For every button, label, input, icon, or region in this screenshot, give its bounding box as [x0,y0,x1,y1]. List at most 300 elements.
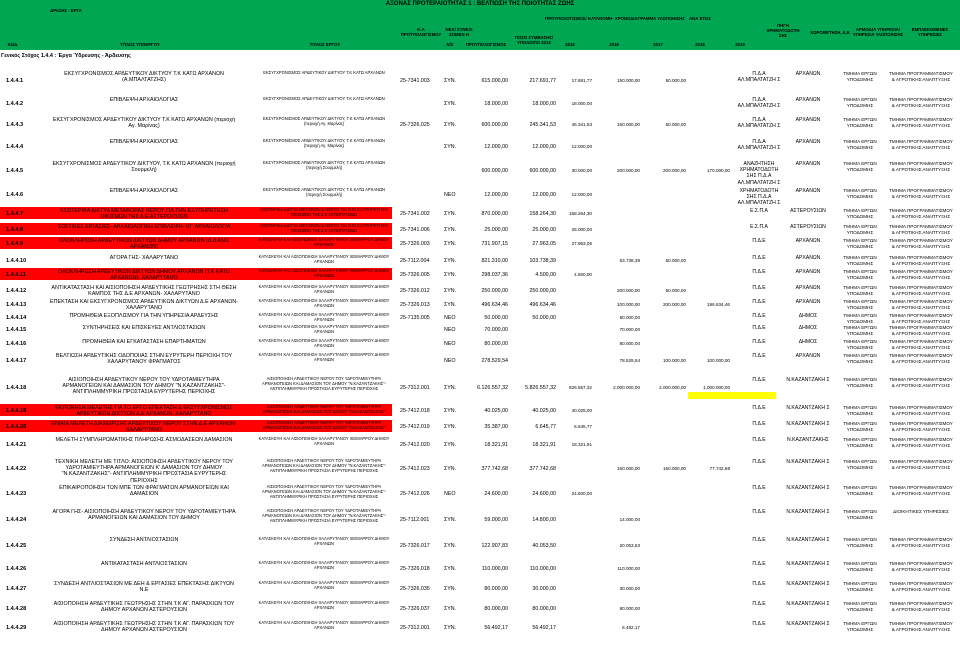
header-location: ΧΩΡΟΘΕΤΗΣΗ, Δ.Ε [810,30,850,35]
row-contract-sum: 600.000,00 [529,167,556,174]
row-ka: 25-7412.023 [400,465,430,472]
row-service: ΤΜΗΜΑ ΕΡΓΩΝ ΥΠΟΔΟΜΗΣ [843,224,877,236]
row-contract-sum: 30.000,00 [532,585,556,592]
row-code: 1.4.4.3 [6,121,24,128]
row-project: ΑΙΣΙΟΠΟΙΗΣΗ ΑΡΔΕΥΤΙΚΟΥ ΝΕΡΟΥ ΤΟΥ ΥΔΡΟΤΑΜΙΕΥΤΗΡΑ ΑΡΜΑΝΟΓΕΙΩΝ ΚΑΙ ΔΑΜΑΣΙΟΝ ΤΟΥ ΔΗΜΟΥ "Ν.ΚΑΖΑΝΤΖΑΚΗΣ"- ΑΝΤΙΠΛΗΜΜΥΡΙΚΗ ΠΡΟΣΤΑΣΙΑ ΕΥΡΥΤΕΡΗΣ ΠΕΡΙΟΧΗΣ [262,376,386,391]
row-involved: ΤΜΗΜΑ ΠΡΟΓΡΑΜΜΑΤΙΣΜΟΥ & ΑΓΡΟΤΙΚΗΣ ΑΝΑΠΤΥΞΗΣ [889,117,953,128]
row-ka: 25-7326.037 [400,605,430,612]
row-budget: 18.000,00 [484,100,508,107]
row-location: ΑΣΤΕΡΟΥΣΙΩΝ [790,208,826,214]
row-code: 1.4.4.1 [6,77,24,84]
header-code: ΚΩΔ. [7,42,19,47]
table-row [0,484,960,504]
row-ka: 25-7412.018 [400,407,430,414]
row-involved: ΤΜΗΜΑ ΠΡΟΓΡΑΜΜΑΤΙΣΜΟΥ & ΑΓΡΟΤΙΚΗΣ ΑΝΑΠΤΥΞΗΣ [889,97,953,108]
row-involved: ΤΜΗΜΑ ΠΡΟΓΡΑΜΜΑΤΙΣΜΟΥ & ΑΓΡΟΤΙΚΗΣ ΑΝΑΠΤΥΞΗΣ [889,485,953,496]
row-code: 1.4.4.6 [6,191,24,198]
table-row [0,237,960,251]
row-contract-sum: 245.341,53 [529,121,556,128]
row-2016: 100.000,00 [617,301,640,307]
row-2016: 200.000,00 [617,167,640,173]
row-involved: ΤΜΗΜΑ ΠΡΟΓΡΑΜΜΑΤΙΣΜΟΥ & ΑΓΡΟΤΙΚΗΣ ΑΝΑΠΤΥΞΗΣ [889,353,953,364]
row-ka: 25-7341.006 [400,226,430,233]
row-2016: 150.000,00 [617,77,640,83]
row-involved: ΤΜΗΜΑ ΠΡΟΓΡΑΜΜΑΤΙΣΜΟΥ & ΑΓΡΟΤΙΚΗΣ ΑΝΑΠΤΥΞΗΣ [889,339,953,350]
row-2015: 6.645,77 [574,423,592,429]
row-project: ΚΑΤΑΣΚΕΥΗ ΚΑΙ ΑΙΣΙΟΠΟΙΗΣΗ ΧΑΛΑΡΥΤΑΝΟΥ ΧΕΙΜΑΡΡΟΥ ΔΗΜΟΥ ΑΡΧΑΝΩΝ [258,237,390,247]
row-status: ΣΥΝ. [444,407,457,414]
table-row [0,508,960,532]
row-2018: 196.634,46 [707,301,730,307]
row-involved: ΤΜΗΜΑ ΠΡΟΓΡΑΜΜΑΤΙΣΜΟΥ & ΑΓΡΟΤΙΚΗΣ ΑΝΑΠΤΥΞΗΣ [889,161,953,172]
row-2017: 150.000,00 [663,465,686,471]
row-title: ΑΝΤΙΚΑΤΑΣΤΑΣΗ ΑΝΤΛΙΟΣΤΑΣΙΩΝ [100,561,188,567]
row-2015: 826.557,32 [569,384,592,390]
row-2015: 45.341,53 [571,121,592,127]
row-project: ΚΑΤΑΣΚΕΥΗ ΚΑΙ ΑΙΣΙΟΠΟΙΗΣΗ ΧΑΛΑΡΥΤΑΝΟΥ ΧΕΙΜΑΡΡΟΥ ΔΗΜΟΥ ΑΡΧΑΝΩΝ [258,284,390,294]
row-title: ΕΚΠΟΝΗΣΗ ΜΕΛΕΤΗΣ ΓΙΑ ΤΟ ΕΡΓΟ ΕΠΕΚΤΑΣΗ & ΕΚΣΥΓΧΡΟΝΙΣΜΟΣ ΑΡΔΕΥΤΙΚΩΝ ΔΙΚΤΥΩΝ Δ.Ε ΑΡΧΑΝΩΝ- ΧΑΛΑΡΥΤΑΝΟ [55,405,233,418]
row-2017: 200.000,00 [663,301,686,307]
row-budget: 24.600,00 [484,490,508,497]
row-contract-sum: 103.738,39 [529,257,556,264]
row-title: ΒΕΛΤΙΩΣΗ ΑΡΔΕΥΤΙΚΗΣ ΟΔΟΠΟΙΙΑΣ ΣΤΗΝ ΕΥΡΥΤΕΡΗ ΠΕΡΙΟΧΗ ΤΟΥ ΧΑΛΑΡΥΤΑΝΟΥ ΦΡΑΓΜΑΤΟΣ [55,353,233,366]
row-code: 1.4.4.12 [6,287,27,294]
row-budget: 12.000,00 [484,143,508,150]
header-sum: ΠΟΣΟ ΣΥΜΒΑΣΗΣ/ ΥΠΟΛΟΙΠΟ 2015 [514,35,554,45]
table-row [0,254,960,268]
row-involved: ΤΜΗΜΑ ΠΡΟΓΡΑΜΜΑΤΙΣΜΟΥ & ΑΓΡΟΤΙΚΗΣ ΑΝΑΠΤΥΞΗΣ [889,299,953,310]
row-involved: ΤΜΗΜΑ ΠΡΟΓΡΑΜΜΑΤΙΣΜΟΥ & ΑΓΡΟΤΙΚΗΣ ΑΝΑΠΤΥΞΗΣ [889,224,953,235]
row-code: 1.4.4.8 [6,226,24,233]
row-budget: 80.000,00 [484,605,508,612]
row-2015: 158.264,30 [569,210,592,216]
row-title: ΕΠΕΚΤΑΣΗ ΚΑΙ ΕΚΣΥΓΧΡΟΝΙΣΜΟΣ ΑΡΔΕΥΤΙΚΩΝ ΔΙΚΤΥΩΝ Δ.Ε ΑΡΧΑΝΩΝ- ΧΑΛΑΡΥΤΑΝΟ [50,299,238,312]
row-location: Ν.ΚΑΖΑΝΤΖΑΚΗ Σ [786,561,830,567]
row-funding-source: Π.Δ.Ε [752,581,766,587]
table-row [0,187,960,207]
row-involved: ΤΜΗΜΑ ΠΡΟΓΡΑΜΜΑΤΙΣΜΟΥ & ΑΓΡΟΤΙΚΗΣ ΑΝΑΠΤΥΞΗΣ [889,313,953,324]
row-project: ΕΚΣΥΓΧΡΟΝΙΣΜΟΣ ΑΡΔΕΥΤΙΚΟΥ ΔΙΚΤΥΟΥ Τ.Κ ΚΑΤΩ ΑΡΧΑΝΩΝ [263,70,385,75]
row-code: 1.4.4.4 [6,143,24,150]
row-2016: 14.000,00 [619,516,640,522]
row-2016: 6.492,17 [622,624,640,630]
table-row [0,207,960,221]
row-budget: 35.387,00 [484,423,508,430]
row-project: ΚΑΤΑΣΚΕΥΗ ΚΑΙ ΑΙΣΙΟΠΟΙΗΣΗ ΧΑΛΑΡΥΤΑΝΟΥ ΧΕΙΜΑΡΡΟΥ ΔΗΜΟΥ ΑΡΧΑΝΩΝ [258,338,390,348]
table-row [0,70,960,92]
row-budget: 250.000,00 [481,287,508,294]
row-ka: 25-7326.005 [400,271,430,278]
row-2016: 150.000,00 [617,465,640,471]
row-status: ΝΕΟ [444,314,456,321]
row-service: ΤΜΗΜΑ ΕΡΓΩΝ ΥΠΟΔΟΜΗΣ [843,161,877,173]
row-involved: ΤΜΗΜΑ ΠΡΟΓΡΑΜΜΑΤΙΣΜΟΥ & ΑΓΡΟΤΙΚΗΣ ΑΝΑΠΤΥΞΗΣ [889,601,953,612]
row-funding-source: Π.Δ.Α ΑΛ.ΜΠΑΛΤΑΤΖΗ Σ [737,117,781,130]
table-row [0,458,960,484]
header-involved: ΕΜΠΛΕΚΟΜΕΝΕΣ ΥΠΗΡΕΣΙΕΣ [911,27,949,37]
row-2017: 50.000,00 [665,77,686,83]
row-contract-sum: 40.025,00 [532,407,556,414]
row-title: ΕΠΙΒΛΕΨΗ ΑΡΧΑΙΟΛΟΓΙΑΣ [109,188,179,194]
row-service: ΤΜΗΜΑ ΕΡΓΩΝ ΥΠΟΔΟΜΗΣ [843,313,877,325]
header-year-2015: 2015 [565,42,575,47]
row-code: 1.4.4.15 [6,326,27,333]
header-allocation: ΠΡΟΥΠΟΛΟΓΙΣΜΟΣ/ ΚΑΤΑΝΟΜΗ- ΧΡΟΝΟΔΙΑΓΡΑΜΜΑ ΥΛΟΠΟΙΗΣΗΣ [545,16,685,21]
row-funding-source: Π.Δ.Ε [752,299,766,305]
row-title: ΤΕΧΝΙΚΗ ΜΕΛΕΤΗ ΜΕ ΤΙΤΛΟ: ΑΙΣΙΟΠΟΙΗΣΗ ΑΡΔΕΥΤΙΚΟΥ ΝΕΡΟΥ ΤΟΥ ΥΔΡΟΤΑΜΙΕΥΤΗΡΑ ΑΡΜΑΝΟΓΕΙΩΝ Κ' ΔΑΜΑΣΙΟΝ ΤΟΥ ΔΗΜΟΥ "Ν.ΚΑΖΑΝΤΖΑΚΗΣ"- ΑΝΤΙΠΛΗΜΜΥΡΙΚΗ ΠΡΟΣΤΑΣΙΑ ΕΥΡΥΤΕΡΗΣ ΠΕΡΙΟΧΗΣ [54,459,234,484]
row-service: ΤΜΗΜΑ ΕΡΓΩΝ ΥΠΟΔΟΜΗΣ [843,485,877,497]
row-involved: ΤΜΗΜΑ ΠΡΟΓΡΑΜΜΑΤΙΣΜΟΥ & ΑΓΡΟΤΙΚΗΣ ΑΝΑΠΤΥΞΗΣ [889,208,953,219]
row-2016: 80.000,00 [619,605,640,611]
row-title: ΣΥΝΔΕΣΗ ΑΝΤΛΙΟΣΤΑΣΙΩΝ [109,537,179,543]
row-location: ΑΡΧΑΝΩΝ [795,238,821,244]
row-location: ΑΡΧΑΝΩΝ [795,269,821,275]
row-ka: 25-7341.002 [400,210,430,217]
row-status: ΣΥΝ. [444,624,457,631]
row-code: 1.4.4.27 [6,585,27,592]
row-location: ΔΗΜΟΣ [798,313,818,319]
row-project: ΚΑΤΑΣΚΕΥΗ ΚΑΙ ΑΙΣΙΟΠΟΙΗΣΗ ΧΑΛΑΡΥΤΑΝΟΥ ΧΕΙΜΑΡΡΟΥ ΔΗΜΟΥ ΑΡΧΑΝΩΝ [258,268,390,278]
row-2017: 50.000,00 [665,287,686,293]
row-title: ΑΙΣΙΟΠΟΙΗΣΗ ΑΡΔΕΥΤΙΚΗΣ ΓΕΩΤΡΗΣΗΣ ΣΤΗΝ Τ.Κ ΑΓ. ΠΑΡΑΣΚΙΩΝ ΤΟΥ ΔΗΜΟΥ ΑΡΧΑΝΩΝ ΑΣΤΕΡΟΥΣΙΩΝ [53,621,235,634]
row-funding-source: Π.Δ.Ε [752,561,766,567]
row-2018: 77.742,68 [709,465,730,471]
table-row [0,298,960,312]
row-service: ΤΜΗΜΑ ΕΡΓΩΝ ΥΠΟΔΟΜΗΣ [843,437,877,449]
table-row [0,284,960,298]
row-contract-sum: 496.634,46 [529,301,556,308]
row-location: ΑΡΧΑΝΩΝ [795,161,821,167]
row-involved: ΤΜΗΜΑ ΠΡΟΓΡΑΜΜΑΤΙΣΜΟΥ & ΑΓΡΟΤΙΚΗΣ ΑΝΑΠΤΥΞΗΣ [889,561,953,572]
row-project: ΕΚΣΥΓΧΡΟΝΙΣΜΟΣ ΑΡΔΕΥΤΙΚΟΥ ΔΙΚΤΥΟΥ, Τ.Κ ΚΑΤΩ ΑΡΧΑΝΩΝ (περιοχή Αγ. Μαρίνας) [262,138,386,148]
row-2015: 25.000,00 [571,226,592,232]
row-code: 1.4.4.20 [6,423,27,430]
table-row [0,338,960,350]
row-ka: 25-7412.020 [400,441,430,448]
row-budget: 12.000,00 [484,191,508,198]
row-funding-source: ΧΡΗΜΑΤΟΔΟΤΗ ΣΗΣ Π.Δ.Α ΑΛ.ΜΠΑΛΤΑΤΖΗ Σ [737,188,781,207]
row-title: ΑΓΟΡΑ ΓΗΣ- ΧΑΛΑΡΥΤΑΝΟ [109,255,179,261]
row-location: Ν.ΚΑΖΑΝΤΖΑΚΗ Σ [786,621,830,627]
row-service: ΤΜΗΜΑ ΕΡΓΩΝ ΥΠΟΔΟΜΗΣ [843,621,877,633]
row-status: ΣΥΝ. [444,226,457,233]
row-involved: ΤΜΗΜΑ ΠΡΟΓΡΑΜΜΑΤΙΣΜΟΥ & ΑΓΡΟΤΙΚΗΣ ΑΝΑΠΤΥΞΗΣ [889,405,953,416]
row-service: ΤΜΗΜΑ ΕΡΓΩΝ ΥΠΟΔΟΜΗΣ [843,561,877,573]
row-location: Ν.ΚΑΖΑΝΤΖΑΚΗ Σ [786,485,830,491]
row-contract-sum: 4.500,00 [535,271,556,278]
row-budget: 298.037,36 [481,271,508,278]
header-title: ΑΞΟΝΑΣ ΠΡΟΤΕΡΑΙΟΤΗΤΑΣ 1 : ΒΕΛΤΙΩΣΗ ΤΗΣ ΠΟΙΟΤΗΤΑΣ ΖΩΗΣ [385,1,575,7]
row-funding-source: Π.Δ.Ε [752,269,766,275]
row-service: ΤΜΗΜΑ ΕΡΓΩΝ ΥΠΟΔΟΜΗΣ [843,139,877,151]
row-project: ΚΑΤΑΣΚΕΥΗ ΚΑΙ ΑΙΣΙΟΠΟΙΗΣΗ ΧΑΛΑΡΥΤΑΝΟΥ ΧΕΙΜΑΡΡΟΥ ΔΗΜΟΥ ΑΡΧΑΝΩΝ [258,620,390,630]
row-code: 1.4.4.23 [6,490,27,497]
row-project: ΕΚΣΥΓΧΡΟΝΙΣΜΟΣ ΑΡΔΕΥΤΙΚΟΥ ΔΙΚΤΥΟΥ, Τ.Κ ΚΑΤΩ ΑΡΧΑΝΩΝ (περιοχή Αγ. Μαρίνας) [262,116,386,126]
row-code: 1.4.4.17 [6,357,27,364]
row-location: Ν.ΚΑΖΑΝΤΖΑΚΗΣ [787,437,829,443]
row-funding-source: Π.Δ.Ε [752,285,766,291]
row-code: 1.4.4.28 [6,605,27,612]
row-code: 1.4.4.29 [6,624,27,631]
row-2015: 4.500,00 [574,271,592,277]
row-location: Ν.ΚΑΖΑΝΤΖΑΚΗ Σ [786,421,830,427]
row-service: ΤΜΗΜΑ ΕΡΓΩΝ ΥΠΟΔΟΜΗΣ [843,353,877,365]
row-budget: 496.634,46 [481,301,508,308]
row-location: Ν.ΚΑΖΑΝΤΖΑΚΗ Σ [786,377,830,383]
row-title: ΟΛΟΚΛΗΡΩΣΗ ΑΡΔΕΥΤΙΚΩΝ ΔΙΚΤΥΩΝ ΔΗΜΟΥ ΑΡΧΑΝΩΝ (Δ.Δ ΑΝΩ ΑΡΧΑΝΩΝ) [59,238,229,251]
row-status: ΝΕΟ [444,326,456,333]
row-project: ΕΚΣΥΓΧΡΟΝΙΣΜΟΣ ΑΡΔΕΥΤΙΚΟΥ ΔΙΚΤΥΟΥ, Τ.Κ ΚΑΤΩ ΑΡΧΑΝΩΝ (περιοχή Σουρμελή) [262,187,386,197]
row-service: ΤΜΗΜΑ ΕΡΓΩΝ ΥΠΟΔΟΜΗΣ [843,377,877,389]
row-location: Ν.ΚΑΖΑΝΤΖΑΚΗ Σ [786,405,830,411]
row-2017: 50.000,00 [665,121,686,127]
row-status: ΣΥΝ. [444,542,457,549]
row-2015: 12.000,00 [571,143,592,149]
row-funding-source: Π.Δ.Ε [752,621,766,627]
row-project: ΚΑΤΑΣΚΕΥΗ ΚΑΙ ΑΙΣΙΟΠΟΙΗΣΗ ΧΑΛΑΡΥΤΑΝΟΥ ΧΕΙΜΑΡΡΟΥ ΔΗΜΟΥ ΑΡΧΑΝΩΝ [258,298,390,308]
row-ka: 25-7326.018 [400,565,430,572]
row-project: ΑΙΣΙΟΠΟΙΗΣΗ ΑΡΔΕΥΤΙΚΟΥ ΝΕΡΟΥ ΤΟΥ ΥΔΡΟΤΑΜΙΕΥΤΗΡΑ ΑΡΜΑΝΟΓΕΙΩΝ ΚΑΙ ΔΑΜΑΣΙΟΝ ΤΟΥ ΔΗΜΟΥ "Ν.ΚΑΖΑΝΤΖΑΚΗΣ" [262,404,386,414]
row-funding-source: Π.Δ.Ε [752,537,766,543]
row-funding-source: Π.Δ.Ε [752,313,766,319]
table-row [0,116,960,134]
header-new: ΝΕΑ/ ΣΥΝΕΧΙ ΖΟΜΕΝ Η [445,27,473,37]
row-funding-source: Π.Δ.Ε [752,405,766,411]
row-location: Ν.ΚΑΖΑΝΤΖΑΚΗ Σ [786,601,830,607]
row-service: ΤΜΗΜΑ ΕΡΓΩΝ ΥΠΟΔΟΜΗΣ [843,405,877,417]
row-status: ΣΥΝ. [444,565,457,572]
row-budget: 600.000,00 [481,121,508,128]
row-project: ΚΑΤΑΣΚΕΥΗ ΚΑΙ ΑΙΣΙΟΠΟΙΗΣΗ ΧΑΛΑΡΥΤΑΝΟΥ ΧΕΙΜΑΡΡΟΥ ΔΗΜΟΥ ΑΡΧΑΝΩΝ [258,536,390,546]
row-title: ΜΕΛΕΤΗ ΣΥΜΠΛΗΡΩΜΑΤΙΚΗΣ ΠΛΗΡΩΣΗΣ ΑΣΜΟΔΑΣΕΩΝ ΔΑΜΑΣΙΟΝ [55,437,233,443]
row-contract-sum: 217.691,77 [529,77,556,84]
row-status: ΣΥΝ. [444,100,457,107]
row-contract-sum: 110.000,00 [529,565,556,572]
row-2015: 18.321,91 [571,441,592,447]
row-location: ΑΣΤΕΡΟΥΣΙΩΝ [790,224,826,230]
row-title: ΑΙΣΙΟΠΟΙΗΣΗ ΑΡΔΕΥΤΙΚΗΣ ΓΕΩΤΡΗΣΗΣ ΣΤΗΝ Τ.Κ ΑΓ. ΠΑΡΑΣΚΙΩΝ ΤΟΥ ΔΗΜΟΥ ΑΡΧΑΝΩΝ ΑΣΤΕΡΟΥΣΙΩΝ [53,601,235,614]
table-row [0,223,960,237]
row-ka: 25-7326.003 [400,240,430,247]
row-location: ΑΡΧΑΝΩΝ [795,139,821,145]
row-ka: 25-7326.012 [400,287,430,294]
header-budget: ΠΡΟΫΠΟΛΟΓΙΣΜΟΣ [465,42,507,47]
row-ka: 25-7112.004 [400,257,430,264]
row-budget: 80.000,00 [484,585,508,592]
row-code: 1.4.4.7 [6,210,24,217]
row-contract-sum: 50.000,00 [532,314,556,321]
row-code: 1.4.4.14 [6,314,27,321]
table-row [0,138,960,156]
row-code: 1.4.4.26 [6,565,27,572]
row-contract-sum: 250.000,00 [529,287,556,294]
row-funding-source: Π.Δ.Ε [752,377,766,383]
row-location: Ν.ΚΑΖΑΝΤΖΑΚΗ Σ [786,581,830,587]
row-budget: 110.000,00 [481,565,508,572]
row-2015: 18.000,00 [571,100,592,106]
table-row [0,404,960,418]
row-title: ΠΡΟΜΗΘΕΙΑ ΚΑΙ ΕΓΚΑΤΑΣΤΑΣΗ ΕΠΑΡΤΗΜΑΤΩΝ [82,339,206,345]
row-funding-source: Π.Δ.Ε [752,485,766,491]
row-location: Ν.ΚΑΖΑΝΤΖΑΚΗ Σ [786,509,830,515]
row-ka: 25-7326.025 [400,121,430,128]
row-status: ΣΥΝ. [444,121,457,128]
row-involved: ΔΙΟΙΚΗΤΙΚΕΣ ΥΠΗΡΕΣΙΕΣ [893,509,949,514]
row-service: ΤΜΗΜΑ ΕΡΓΩΝ ΥΠΟΔΟΜΗΣ [843,71,877,83]
row-service: ΤΜΗΜΑ ΕΡΓΩΝ ΥΠΟΔΟΜΗΣ [843,459,877,471]
row-service: ΤΜΗΜΑ ΕΡΓΩΝ ΥΠΟΔΟΜΗΣ [843,339,877,351]
row-funding-source: Π.Δ.Ε [752,601,766,607]
row-location: ΔΗΜΟΣ [798,339,818,345]
row-status: ΝΕΟ [444,191,456,198]
row-2016: 20.053,53 [619,542,640,548]
row-service: ΤΜΗΜΑ ΕΡΓΩΝ ΥΠΟΔΟΜΗΣ [843,299,877,311]
row-project: ΚΑΤΑΣΚΕΥΗ ΚΑΙ ΑΙΣΙΟΠΟΙΗΣΗ ΧΑΛΑΡΥΤΑΝΟΥ ΧΕΙΜΑΡΡΟΥ ΔΗΜΟΥ ΑΡΧΑΝΩΝ [258,600,390,610]
row-project: ΚΑΤΑΣΚΕΥΗ ΚΑΙ ΑΙΣΙΟΠΟΙΗΣΗ ΧΑΛΑΡΥΤΑΝΟΥ ΧΕΙΜΑΡΡΟΥ ΔΗΜΟΥ ΑΡΧΑΝΩΝ [258,580,390,590]
row-service: ΤΜΗΜΑ ΕΡΓΩΝ ΥΠΟΔΟΜΗΣ [843,255,877,267]
row-ka: 25-7412.019 [400,423,430,430]
row-involved: ΤΜΗΜΑ ΠΡΟΓΡΑΜΜΑΤΙΣΜΟΥ & ΑΓΡΟΤΙΚΗΣ ΑΝΑΠΤΥΞΗΣ [889,459,953,470]
table-row [0,420,960,434]
row-location: ΑΡΧΑΝΩΝ [795,353,821,359]
row-title: ΕΠΙΒΛΕΨΗ ΑΡΧΑΙΟΛΟΓΙΑΣ [109,139,179,145]
row-status: ΣΥΝ. [444,516,457,523]
table-row [0,312,960,324]
row-2018: 1.000.000,00 [703,384,730,390]
row-involved: ΤΜΗΜΑ ΠΡΟΓΡΑΜΜΑΤΙΣΜΟΥ & ΑΓΡΟΤΙΚΗΣ ΑΝΑΠΤΥΞΗΣ [889,437,953,448]
row-involved: ΤΜΗΜΑ ΠΡΟΓΡΑΜΜΑΤΙΣΜΟΥ & ΑΓΡΟΤΙΚΗΣ ΑΝΑΠΤΥΞΗΣ [889,581,953,592]
row-funding-source: Π.Δ.Α ΑΛ.ΜΠΑΛΤΑΤΖΗ Σ [737,71,781,84]
table-row [0,376,960,400]
row-code: 1.4.4.24 [6,516,27,523]
row-code: 1.4.4.18 [6,384,27,391]
row-contract-sum: 14.800,00 [532,516,556,523]
row-budget: 122.907,83 [481,542,508,549]
row-2018: 170.000,00 [707,167,730,173]
row-2015: 24.600,00 [571,490,592,496]
row-code: 1.4.4.16 [6,340,27,347]
table-row [0,352,960,370]
row-budget: 6.126.557,32 [477,384,508,391]
row-2016: 53.738,39 [619,257,640,263]
row-project: ΚΑΤΑΣΚΕΥΗ ΚΑΙ ΑΙΣΙΟΠΟΙΗΣΗ ΧΑΛΑΡΥΤΑΝΟΥ ΧΕΙΜΑΡΡΟΥ ΔΗΜΟΥ ΑΡΧΑΝΩΝ [258,436,390,446]
row-contract-sum: 6.645,77 [535,423,556,430]
header-ka: Κ.Α ΠΡΟΫΠΟΛΟΓΙΣΜΟΥ [400,27,442,37]
row-title: ΑΝΤΙΚΑΤΑΣΤΑΣΗ ΚΑΙ ΑΙΣΙΟΠΟΙΗΣΗ ΑΡΔΕΥΤΙΚΗΣ ΓΕΩΤΡΗΣΗΣ ΣΤΗ ΘΕΣΗ ΚΑΜΠΟΣ ΤΗΣ Δ.Ε ΑΡΧΑΝΩΝ- ΧΑΛΑΡΥΤΑΝΟ [51,285,237,298]
row-service: ΤΜΗΜΑ ΕΡΓΩΝ ΥΠΟΔΟΜΗΣ [843,421,877,433]
row-project: ΑΙΣΙΟΠΟΙΗΣΗ ΑΡΔΕΥΤΙΚΟΥ ΝΕΡΟΥ ΤΟΥ ΥΔΡΟΤΑΜΙΕΥΤΗΡΑ ΑΡΜΑΝΟΓΕΙΩΝ ΚΑΙ ΔΑΜΑΣΙΟΝ ΤΟΥ ΔΗΜΟΥ "Ν.ΚΑΖΑΝΤΖΑΚΗΣ"- ΑΝΤΙΠΛΗΜΜΥΡΙΚΗ ΠΡΟΣΤΑΣΙΑ ΕΥΡΥΤΕΡΗΣ ΠΕΡΙΟΧΗΣ [262,458,386,473]
row-code: 1.4.4.19 [6,407,27,414]
row-project: ΕΚΣΥΓΧΡΟΝΙΣΜΟΣ ΑΡΔΕΥΤΙΚΟΥ ΔΙΚΤΥΟΥ, Τ.Κ ΚΑΤΩ ΑΡΧΑΝΩΝ (περιοχή Σουρμελή) [262,160,386,170]
row-contract-sum: 27.963,05 [532,240,556,247]
header-source: ΠΗΓΗ ΧΡΗΜΑΤΟΔΟΤΗ ΣΗΣ [766,23,800,38]
row-involved: ΤΜΗΜΑ ΠΡΟΓΡΑΜΜΑΤΙΣΜΟΥ & ΑΓΡΟΤΙΚΗΣ ΑΝΑΠΤΥΞΗΣ [889,421,953,432]
row-funding-source: Π.Δ.Ε [752,437,766,443]
row-ka: 25-7326.035 [400,585,430,592]
row-status: ΣΥΝ. [444,301,457,308]
row-involved: ΤΜΗΜΑ ΠΡΟΓΡΑΜΜΑΤΙΣΜΟΥ & ΑΓΡΟΤΙΚΗΣ ΑΝΑΠΤΥΞΗΣ [889,71,953,82]
table-row [0,160,960,186]
row-project: ΕΚΣΥΓΧΡΟΝΙΣΜΟΣ ΑΡΔΕΥΤΙΚΟΥ ΔΙΚΤΥΟΥ Τ.Κ ΚΑΤΩ ΑΡΧΑΝΩΝ [263,96,385,101]
row-service: ΤΜΗΜΑ ΕΡΓΩΝ ΥΠΟΔΟΜΗΣ [843,97,877,109]
header-status: Ν/Σ [446,42,454,47]
row-2016: 2.000.000,00 [613,384,640,390]
row-project: ΚΑΤΑΣΚΕΥΗ ΚΑΙ ΑΙΣΙΟΠΟΙΗΣΗ ΧΑΛΑΡΥΤΑΝΟΥ ΧΕΙΜΑΡΡΟΥ ΔΗΜΟΥ ΑΡΧΑΝΩΝ [258,324,390,334]
row-location: ΑΡΧΑΝΩΝ [795,71,821,77]
row-service: ΤΜΗΜΑ ΕΡΓΩΝ ΥΠΟΔΟΜΗΣ [843,238,877,250]
row-status: ΝΕΟ [444,490,456,497]
row-budget: 50.000,00 [484,314,508,321]
table-row [0,580,960,598]
row-service: ΤΜΗΜΑ ΕΡΓΩΝ ΥΠΟΔΟΜΗΣ [843,601,877,613]
row-ka: 25-7326.013 [400,301,430,308]
row-service: ΤΜΗΜΑ ΕΡΓΩΝ ΥΠΟΔΟΜΗΣ [843,509,877,521]
row-location: ΑΡΧΑΝΩΝ [795,117,821,123]
row-involved: ΤΜΗΜΑ ΠΡΟΓΡΑΜΜΑΤΙΣΜΟΥ & ΑΓΡΟΤΙΚΗΣ ΑΝΑΠΤΥΞΗΣ [889,238,953,249]
row-title: ΕΣΩΤΕΡΙΚΑ ΔΙΚΤΥΑ ΜΕΤΑΦΟΡΑΣ ΝΕΡΟΥ ΓΙΑ ΤΗΝ ΕΞΥΠΗΡΕΤΗΣΗ ΟΙΚΙΣΜΩΝ ΤΗΣ Δ.Ε ΑΣΤΕΡΟΥΣΙΩΝ [60,208,228,221]
row-budget: 40.025,00 [484,407,508,414]
row-title: ΟΛΟΚΛΗΡΩΣΗ ΑΡΔΕΥΤΙΚΩΝ ΔΙΚΤΥΩΝ ΔΗΜΟΥ ΑΡΧΑΝΩΝ (Τ.Κ ΚΑΤΩ ΑΡΧΑΝΩΝ)- ΧΑΛΑΡΥΤΑΝΟ [58,269,230,282]
row-2017: 200.000,00 [663,167,686,173]
row-location: ΑΡΧΑΝΩΝ [795,97,821,103]
row-location: ΔΗΜΟΣ [798,325,818,331]
row-ka: 25-7412.026 [400,490,430,497]
row-title: ΕΝΙΑΙΑ ΜΕΛΕΤΗ ΔΙΑΧΕΙΡΙΣΗΣ ΑΡΔΕΥΤΙΚΟΥ ΝΕΡΟΥ ΣΤΗΝ Δ.Ε ΑΡΧΑΝΩΝ- ΧΑΛΑΡΥΤΑΝΟ [51,421,237,434]
row-status: ΝΕΟ [444,340,456,347]
header-service: ΑΡΜΟΔΙΑ ΥΠΗΡΕΣΙΑ/ ΥΠΗΡΕΣΙΑ ΥΛΟΠΟΙΗΣΗΣ [852,27,904,37]
row-budget: 870.000,00 [481,210,508,217]
row-location: ΑΡΧΑΝΩΝ [795,255,821,261]
table-row [0,620,960,636]
row-budget: 80.000,00 [484,340,508,347]
header-year-2019: 2019 [735,42,745,47]
row-funding-source: Π.Δ.Α ΑΛ.ΜΠΑΛΤΑΤΖΗ Σ [737,97,781,110]
row-project: ΚΑΤΑΣΚΕΥΗ ΚΑΙ ΑΙΣΙΟΠΟΙΗΣΗ ΧΑΛΑΡΥΤΑΝΟΥ ΧΕΙΜΑΡΡΟΥ ΔΗΜΟΥ ΑΡΧΑΝΩΝ [258,560,390,570]
row-budget: 731.907,15 [481,240,508,247]
row-contract-sum: 12.000,00 [532,191,556,198]
row-service: ΤΜΗΜΑ ΕΡΓΩΝ ΥΠΟΔΟΜΗΣ [843,325,877,337]
row-project: ΕΣΩΤΕΡΙΚΑ ΔΙΚΤΥΑ ΜΕΤΑΦΟΡΑΣ ΝΕΡΟΥ ΓΙΑ ΤΗΝ ΕΞΥΠΗΡΕΤΗΣΗ ΟΙΚΙΣΜΩΝ ΤΗΣ Δ.Ε ΑΣΤΕΡΟΥΣΙΩΝ [260,207,388,217]
row-service: ΤΜΗΜΑ ΕΡΓΩΝ ΥΠΟΔΟΜΗΣ [843,285,877,297]
header-year-label: ΑΝΑ ΕΤΟΣ [689,16,711,21]
row-code: 1.4.4.25 [6,542,27,549]
row-2017: 50.000,00 [665,257,686,263]
row-involved: ΤΜΗΜΑ ΠΡΟΓΡΑΜΜΑΤΙΣΜΟΥ & ΑΓΡΟΤΙΚΗΣ ΑΝΑΠΤΥΞΗΣ [889,377,953,388]
row-contract-sum: 158.264,30 [529,210,556,217]
row-title: ΕΠΙΒΛΕΨΗ ΑΡΧΑΙΟΛΟΓΙΑΣ [109,97,179,103]
row-code: 1.4.4.21 [6,441,27,448]
row-funding-source: Π.Δ.Ε [752,459,766,465]
row-service: ΤΜΗΜΑ ΕΡΓΩΝ ΥΠΟΔΟΜΗΣ [843,581,877,593]
row-involved: ΤΜΗΜΑ ΠΡΟΓΡΑΜΜΑΤΙΣΜΟΥ & ΑΓΡΟΤΙΚΗΣ ΑΝΑΠΤΥΞΗΣ [889,188,953,199]
row-contract-sum: 25.000,00 [532,226,556,233]
row-involved: ΤΜΗΜΑ ΠΡΟΓΡΑΜΜΑΤΙΣΜΟΥ & ΑΓΡΟΤΙΚΗΣ ΑΝΑΠΤΥΞΗΣ [889,255,953,266]
row-title: ΕΚΣΥΓΧΡΟΝΙΣΜΟΣ ΑΡΔΕΥΤΙΚΟΥ ΔΙΚΤΥΟΥ Τ.Κ ΚΑΤΩ ΑΡΧΑΝΩΝ (περιοχή Αγ. Μαρίνας) [52,117,236,130]
row-project: ΚΑΤΑΣΚΕΥΗ ΚΑΙ ΑΙΣΙΟΠΟΙΗΣΗ ΧΑΛΑΡΥΤΑΝΟΥ ΧΕΙΜΑΡΡΟΥ ΔΗΜΟΥ ΑΡΧΑΝΩΝ [258,352,390,362]
row-contract-sum: 377.742,68 [529,465,556,472]
row-location: ΑΡΧΑΝΩΝ [795,285,821,291]
table-row [0,600,960,618]
row-service: ΤΜΗΜΑ ΕΡΓΩΝ ΥΠΟΔΟΜΗΣ [843,117,877,129]
header-year-2018: 2018 [695,42,705,47]
row-status: ΣΥΝ. [444,423,457,430]
row-involved: ΤΜΗΜΑ ΠΡΟΓΡΑΜΜΑΤΙΣΜΟΥ & ΑΓΡΟΤΙΚΗΣ ΑΝΑΠΤΥΞΗΣ [889,325,953,336]
row-2017: 100.000,00 [663,357,686,363]
row-status: ΣΥΝ. [444,465,457,472]
row-2016: 30.000,00 [619,585,640,591]
table-header [0,0,960,50]
row-ka: 25-7112.001 [400,516,430,523]
